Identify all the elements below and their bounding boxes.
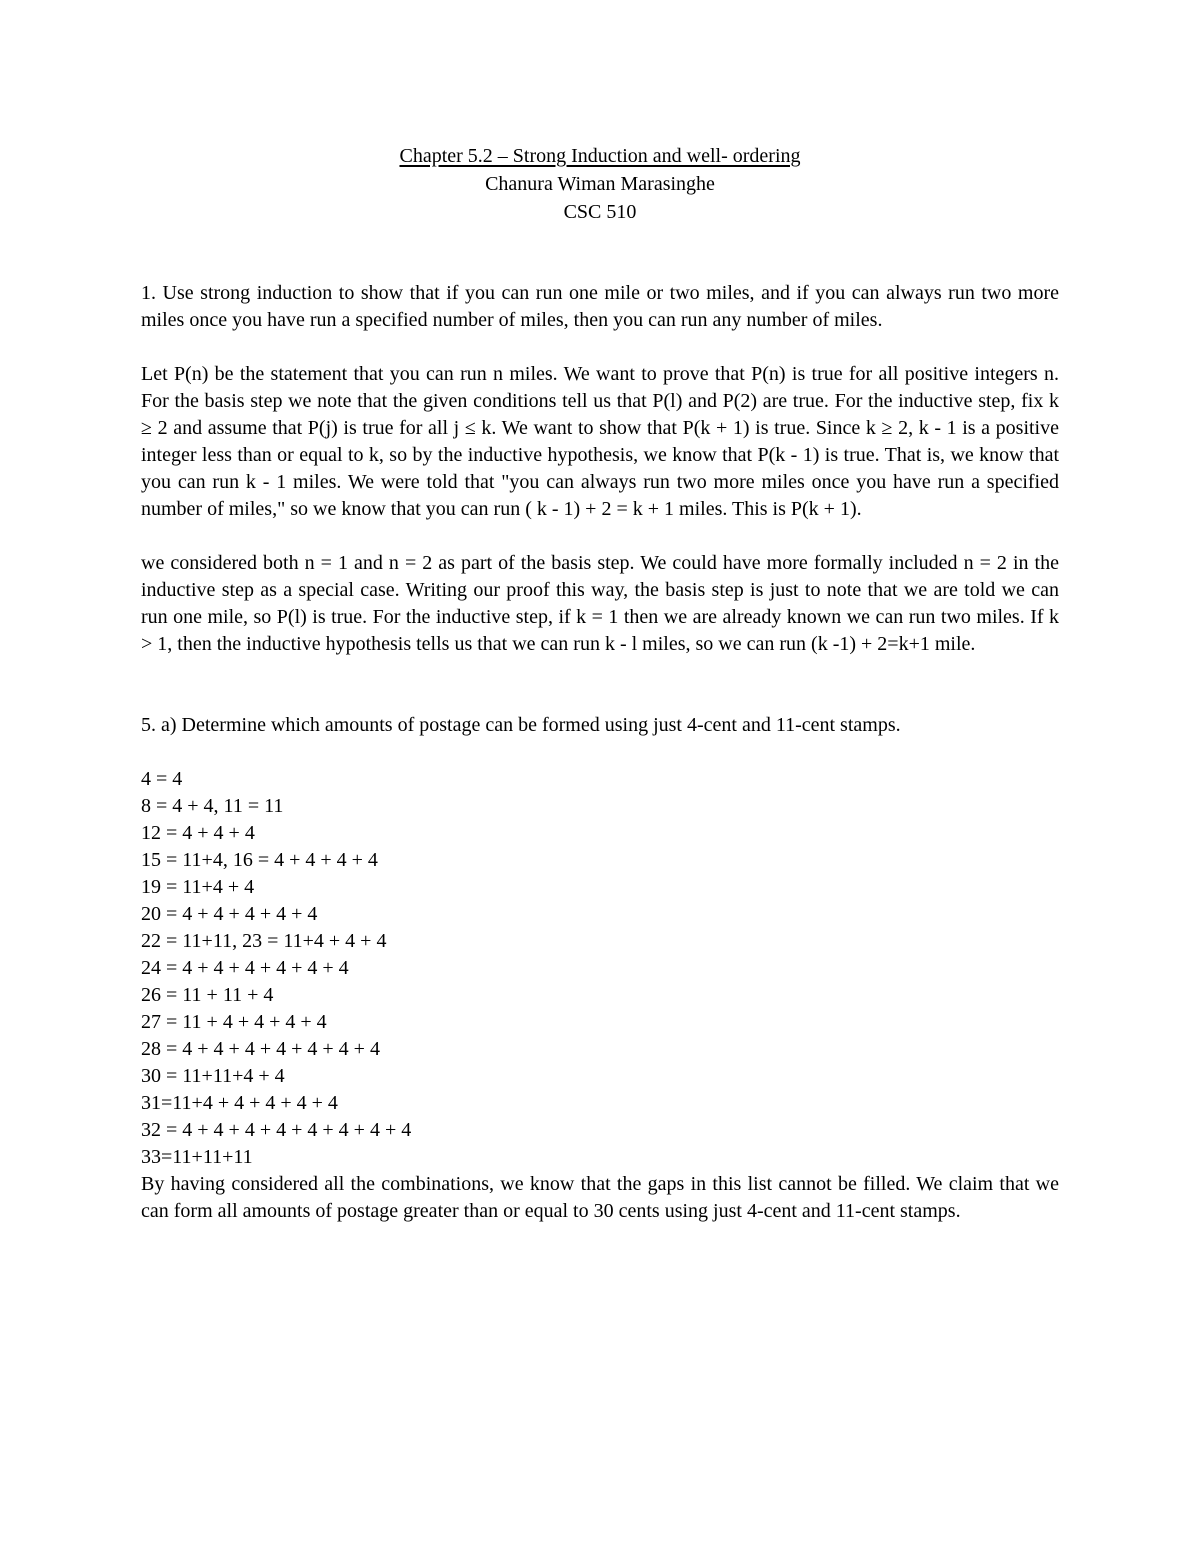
question-1-answer-paragraph-1: Let P(n) be the statement that you can run n miles. We want to prove that P(n) is true for all positive integers n. For the basis step we note that the given conditions tell us that P(l) and P(2) are true. For the inductive step, fix k ≥ 2 and assume that P(j) is true for all j ≤ k. We want to show that P(k + 1) is true. Since k ≥ 2, k - 1 is a positive integer less than or equal to k, so by the inductive hypothesis, we know that P(k - 1) is true. That is, we know that you can run k - 1 miles. We were told that "you can always run two more miles once you have run a specified number of miles," so we know that you can run ( k - 1) + 2 = k + 1 miles. This is P(k + 1).	[141, 363, 1059, 520]
list-item: 15 = 11+4, 16 = 4 + 4 + 4 + 4	[141, 849, 378, 871]
list-item: 20 = 4 + 4 + 4 + 4 + 4	[141, 903, 318, 925]
document-page	[141, 142, 1059, 1225]
list-item: 24 = 4 + 4 + 4 + 4 + 4 + 4	[141, 957, 349, 979]
list-item: 30 = 11+11+4 + 4	[141, 1065, 285, 1087]
document-title: Chapter 5.2 – Strong Induction and well- ordering	[399, 145, 801, 167]
list-item: 19 = 11+4 + 4	[141, 876, 255, 898]
document-header	[141, 142, 1059, 226]
question-1: 1. Use strong induction to show that if you can run one mile or two miles, and if you can always run two more miles once you have run a specified number of miles, then you can run any number of miles.	[141, 282, 1059, 331]
list-item: 28 = 4 + 4 + 4 + 4 + 4 + 4 + 4	[141, 1038, 380, 1060]
course-code: CSC 510	[563, 201, 637, 223]
list-item: 12 = 4 + 4 + 4	[141, 822, 255, 844]
author-name: Chanura Wiman Marasinghe	[485, 173, 715, 195]
question-1-answer-paragraph-2: we considered both n = 1 and n = 2 as part of the basis step. We could have more formally included n = 2 in the inductive step as a special case. Writing our proof this way, the basis step is just to note that we are told we can run one mile, so P(l) is true. For the inductive step, if k = 1 then we are already known we can run two miles. If k > 1, then the inductive hypothesis tells us that we can run k - l miles, so we can run (k -1) + 2=k+1 mile.	[141, 552, 1059, 655]
list-item: 8 = 4 + 4, 11 = 11	[141, 795, 284, 817]
question-5a-conclusion: By having considered all the combinations, we know that the gaps in this list cannot be filled. We claim that we can form all amounts of postage greater than or equal to 30 cents using just 4-cent and 11-cent stamps.	[141, 1173, 1059, 1222]
list-item: 32 = 4 + 4 + 4 + 4 + 4 + 4 + 4 + 4	[141, 1119, 412, 1141]
question-5a: 5. a) Determine which amounts of postage can be formed using just 4-cent and 11-cent stamps.	[141, 714, 901, 736]
list-item: 31=11+4 + 4 + 4 + 4 + 4	[141, 1092, 338, 1114]
list-item: 27 = 11 + 4 + 4 + 4 + 4	[141, 1011, 327, 1033]
postage-combinations-list	[141, 766, 1059, 1171]
list-item: 26 = 11 + 11 + 4	[141, 984, 274, 1006]
list-item: 22 = 11+11, 23 = 11+4 + 4 + 4	[141, 930, 387, 952]
list-item: 33=11+11+11	[141, 1146, 253, 1168]
list-item: 4 = 4	[141, 768, 183, 790]
